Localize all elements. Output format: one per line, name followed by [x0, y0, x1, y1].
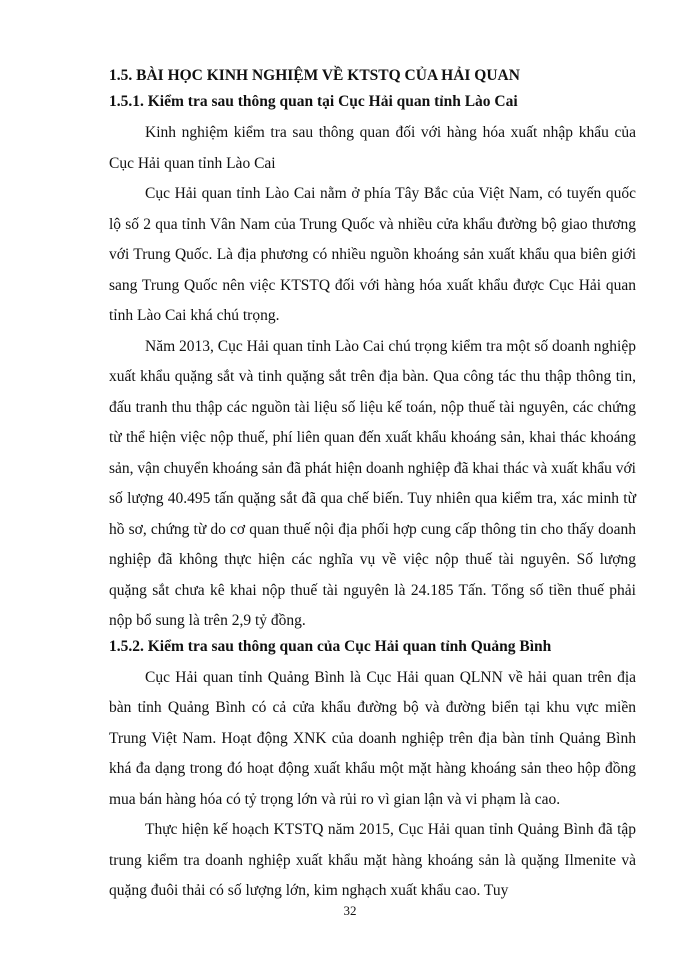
paragraph: Cục Hải quan tỉnh Lào Cai nằm ở phía Tây Bắc của Việt Nam, có tuyến quốc lộ số 2 qua tỉnh Vân Nam của Trung Quốc và nhiều cửa khẩu đường bộ giao thương với Trung Quốc. Là địa phương có nhiều nguồn khoáng sản xuất khẩu qua biên giới sang Trung Quốc nên việc KTSTQ đối với hàng hóa xuất khẩu được Cục Hải quan tỉnh Lào Cai khá chú trọng.: [109, 185, 636, 324]
subsection-heading-2: 1.5.2. Kiểm tra sau thông quan của Cục Hải quan tỉnh Quảng Bình: [109, 637, 552, 655]
subsection-heading-1: 1.5.1. Kiểm tra sau thông quan tại Cục Hải quan tỉnh Lào Cai: [109, 93, 518, 110]
paragraph: Năm 2013, Cục Hải quan tỉnh Lào Cai chú trọng kiểm tra một số doanh nghiệp xuất khẩu quặng sắt và tinh quặng sắt trên địa bàn. Qua công tác thu thập thông tin, đấu tranh thu thập các nguồn tài liệu số liệu kế toán, nộp thuế tài nguyên, các chứng từ thể hiện việc nộp thuế, phí liên quan đến xuất khẩu khoáng sản, khai thác khoáng sản, vận chuyển khoáng sản đã phát hiện doanh nghiệp đã khai thác và xuất khẩu với số lượng 40.495 tấn quặng sắt đã qua chế biến. Tuy nhiên qua kiểm tra, xác minh từ hồ sơ, chứng từ do cơ quan thuế nội địa phối hợp cung cấp thông tin cho thấy doanh nghiệp đã không thực hiện các nghĩa vụ về việc nộp thuế tài nguyên. Số lượng quặng sắt chưa kê khai nộp thuế tài nguyên là 24.185 Tấn. Tổng số tiền thuế phải nộp bổ sung là trên 2,9 tỷ đồng.: [109, 337, 636, 629]
page-number: 32: [343, 903, 357, 918]
paragraph: Thực hiện kế hoạch KTSTQ năm 2015, Cục Hải quan tỉnh Quảng Bình đã tập trung kiểm tra doanh nghiệp xuất khẩu mặt hàng khoáng sản là quặng Ilmenite và quặng đuôi thải có số lượng lớn, kim nghạch xuất khẩu cao. Tuy: [109, 821, 636, 899]
paragraph: Kinh nghiệm kiểm tra sau thông quan đối với hàng hóa xuất nhập khẩu của Cục Hải quan tỉnh Lào Cai: [109, 124, 636, 172]
page-content: [109, 66, 636, 907]
section-heading: 1.5. BÀI HỌC KINH NGHIỆM VỀ KTSTQ CỦA HẢI QUAN: [109, 67, 520, 84]
paragraph: Cục Hải quan tỉnh Quảng Bình là Cục Hải quan QLNN về hải quan trên địa bàn tỉnh Quảng Bình có cả cửa khẩu đường bộ và đường biển tại khu vực miền Trung Việt Nam. Hoạt động XNK của doanh nghiệp trên địa bàn tỉnh Quảng Bình khá đa dạng trong đó hoạt động xuất khẩu một mặt hàng khoáng sản theo hộp đồng mua bán hàng hóa có tỷ trọng lớn và rủi ro vì gian lận và vi phạm là cao.: [109, 668, 636, 808]
